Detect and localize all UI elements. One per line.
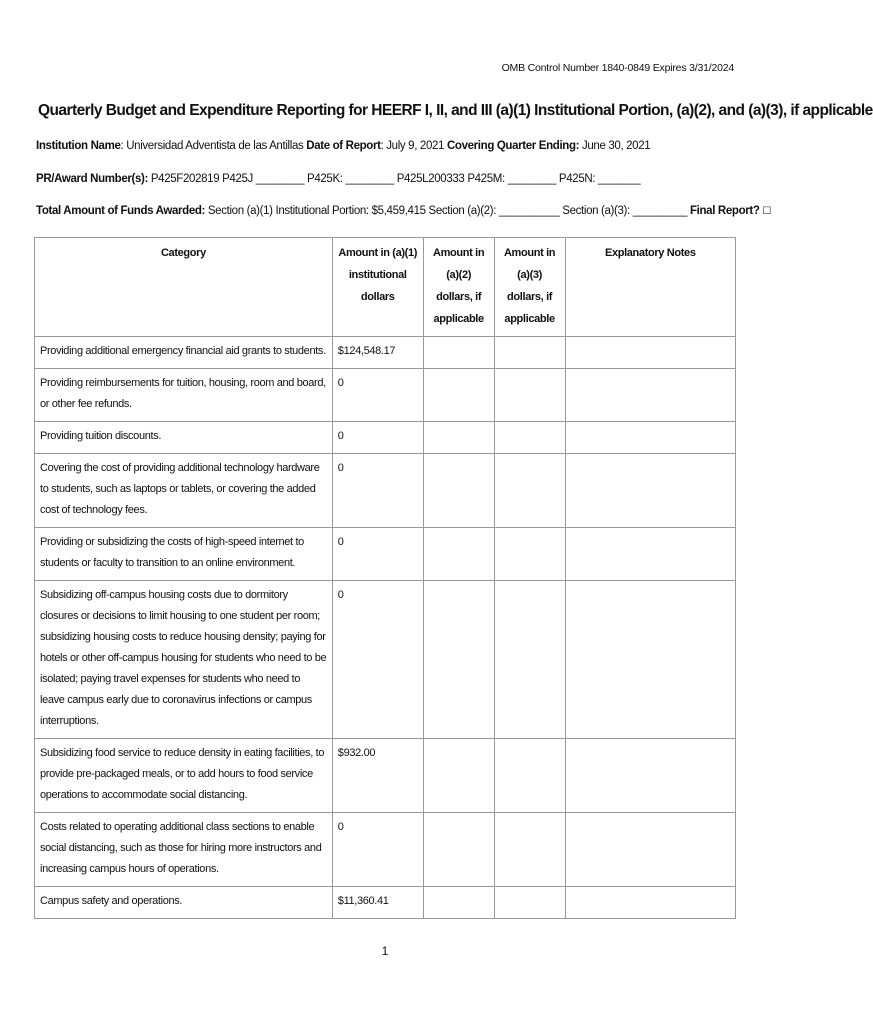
final-report-checkbox[interactable]: ☐ bbox=[762, 206, 772, 217]
notes-cell[interactable] bbox=[565, 528, 735, 581]
amount-a1-cell[interactable]: 0 bbox=[332, 422, 423, 454]
quarter-value: June 30, 2021 bbox=[579, 140, 651, 152]
award-value: P425F202819 P425J ________ P425K: ________ P425L200333 P425M: ________ P425N: _______ bbox=[148, 173, 641, 185]
total-value: Section (a)(1) Institutional Portion: $5,459,415 Section (a)(2): __________ Section (a)(3): _________ bbox=[205, 205, 690, 217]
institution-line bbox=[36, 140, 650, 152]
award-line bbox=[36, 173, 640, 185]
table-header-row bbox=[35, 238, 736, 337]
notes-cell[interactable] bbox=[565, 887, 735, 919]
amount-a3-cell[interactable] bbox=[494, 887, 565, 919]
header-amount-a3: Amount in (a)(3) dollars, if applicable bbox=[494, 238, 565, 337]
header-amount-a1: Amount in (a)(1) institutional dollars bbox=[332, 238, 423, 337]
category-cell: Campus safety and operations. bbox=[35, 887, 333, 919]
table-row bbox=[35, 581, 736, 739]
table-row bbox=[35, 813, 736, 887]
date-label: Date of Report bbox=[306, 140, 381, 152]
category-cell: Providing additional emergency financial aid grants to students. bbox=[35, 337, 333, 369]
category-cell: Subsidizing off-campus housing costs due to dormitory closures or decisions to limit housing to one student per room; subsidizing housing costs to reduce housing density; paying for hotels or other off-campus housing for students who need to be isolated; paying travel expenses for students who need to leave campus early due to coronavirus infections or campus interruptions. bbox=[35, 581, 333, 739]
table-row bbox=[35, 422, 736, 454]
budget-table bbox=[34, 237, 736, 919]
amount-a2-cell[interactable] bbox=[423, 454, 494, 528]
table-row bbox=[35, 739, 736, 813]
notes-cell[interactable] bbox=[565, 369, 735, 422]
table-row bbox=[35, 369, 736, 422]
amount-a3-cell[interactable] bbox=[494, 581, 565, 739]
amount-a1-cell[interactable]: 0 bbox=[332, 813, 423, 887]
amount-a2-cell[interactable] bbox=[423, 369, 494, 422]
award-label: PR/Award Number(s): bbox=[36, 173, 148, 185]
notes-cell[interactable] bbox=[565, 454, 735, 528]
header-amount-a2: Amount in (a)(2) dollars, if applicable bbox=[423, 238, 494, 337]
amount-a1-cell[interactable]: $11,360.41 bbox=[332, 887, 423, 919]
amount-a1-cell[interactable]: $124,548.17 bbox=[332, 337, 423, 369]
page-number: 1 bbox=[381, 944, 389, 958]
amount-a2-cell[interactable] bbox=[423, 813, 494, 887]
amount-a3-cell[interactable] bbox=[494, 454, 565, 528]
header-explanatory-notes: Explanatory Notes bbox=[565, 238, 735, 337]
page-title: Quarterly Budget and Expenditure Reporting for HEERF I, II, and III (a)(1) Institutional Portion, (a)(2), and (a)(3), if applicable bbox=[38, 102, 873, 119]
quarter-label: Covering Quarter Ending: bbox=[446, 140, 580, 152]
amount-a1-cell[interactable]: 0 bbox=[332, 454, 423, 528]
category-cell: Costs related to operating additional class sections to enable social distancing, such as those for hiring more instructors and increasing campus hours of operations. bbox=[35, 813, 333, 887]
notes-cell[interactable] bbox=[565, 813, 735, 887]
amount-a3-cell[interactable] bbox=[494, 739, 565, 813]
amount-a1-cell[interactable]: 0 bbox=[332, 581, 423, 739]
institution-value: : Universidad Adventista de las Antillas bbox=[120, 140, 304, 152]
category-cell: Covering the cost of providing additional technology hardware to students, such as laptops or tablets, or covering the added cost of technology fees. bbox=[35, 454, 333, 528]
amount-a2-cell[interactable] bbox=[423, 739, 494, 813]
category-cell: Providing or subsidizing the costs of high-speed internet to students or faculty to transition to an online environment. bbox=[35, 528, 333, 581]
amount-a1-cell[interactable]: $932.00 bbox=[332, 739, 423, 813]
amount-a2-cell[interactable] bbox=[423, 422, 494, 454]
amount-a3-cell[interactable] bbox=[494, 337, 565, 369]
amount-a2-cell[interactable] bbox=[423, 528, 494, 581]
table-row bbox=[35, 337, 736, 369]
category-cell: Providing reimbursements for tuition, housing, room and board, or other fee refunds. bbox=[35, 369, 333, 422]
amount-a1-cell[interactable]: 0 bbox=[332, 369, 423, 422]
total-line bbox=[36, 205, 771, 217]
notes-cell[interactable] bbox=[565, 422, 735, 454]
category-cell: Subsidizing food service to reduce density in eating facilities, to provide pre-packaged meals, or to add hours to food service operations to accommodate social distancing. bbox=[35, 739, 333, 813]
omb-control-number: OMB Control Number 1840-0849 Expires 3/31/2024 bbox=[501, 62, 734, 74]
amount-a3-cell[interactable] bbox=[494, 528, 565, 581]
amount-a3-cell[interactable] bbox=[494, 369, 565, 422]
final-report-label: Final Report? bbox=[689, 205, 760, 217]
header-category: Category bbox=[35, 238, 333, 337]
notes-cell[interactable] bbox=[565, 739, 735, 813]
amount-a2-cell[interactable] bbox=[423, 887, 494, 919]
notes-cell[interactable] bbox=[565, 337, 735, 369]
notes-cell[interactable] bbox=[565, 581, 735, 739]
table-row bbox=[35, 887, 736, 919]
amount-a2-cell[interactable] bbox=[423, 337, 494, 369]
table-row bbox=[35, 528, 736, 581]
date-value: : July 9, 2021 bbox=[380, 140, 445, 152]
amount-a2-cell[interactable] bbox=[423, 581, 494, 739]
amount-a3-cell[interactable] bbox=[494, 422, 565, 454]
amount-a3-cell[interactable] bbox=[494, 813, 565, 887]
table-row bbox=[35, 454, 736, 528]
category-cell: Providing tuition discounts. bbox=[35, 422, 333, 454]
institution-label: Institution Name bbox=[36, 140, 121, 152]
total-label: Total Amount of Funds Awarded: bbox=[36, 205, 206, 217]
amount-a1-cell[interactable]: 0 bbox=[332, 528, 423, 581]
